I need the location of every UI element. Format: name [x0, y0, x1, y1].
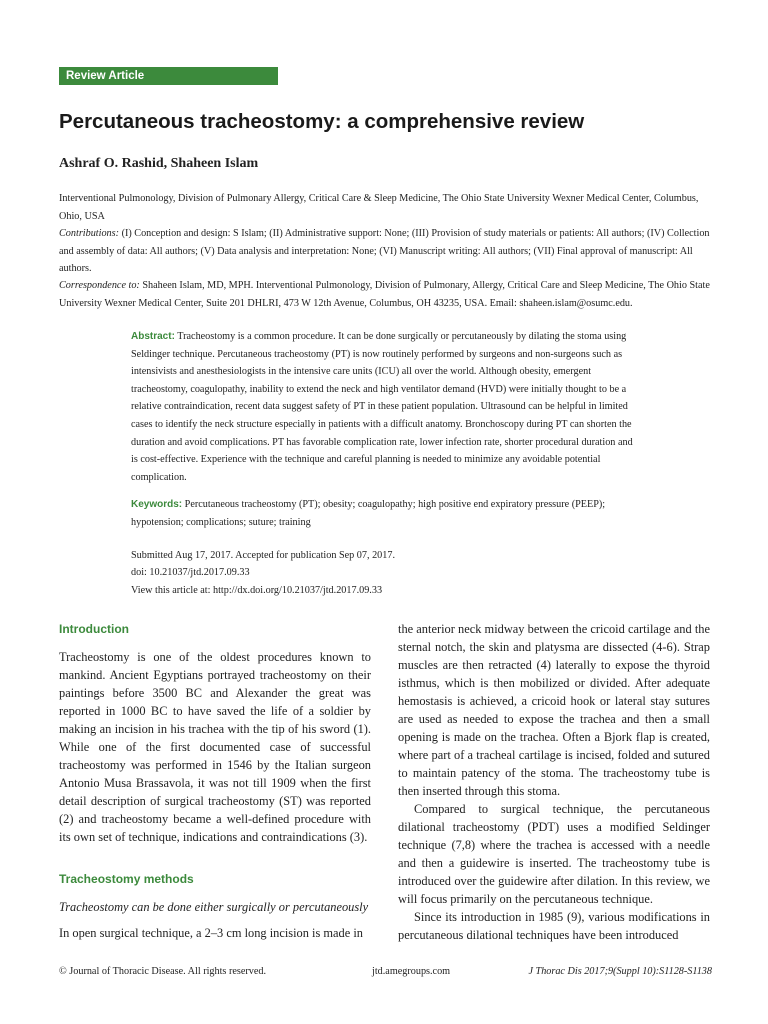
affiliation: Interventional Pulmonology, Division of Pulmonary Allergy, Critical Care & Sleep Medicine, The Ohio State University Wexner Medical Center, Columbus, Ohio, USA	[59, 193, 699, 222]
right-paragraph-3: Since its introduction in 1985 (9), various modifications in percutaneous dilational techniques have been introduced	[398, 910, 710, 942]
footer-website[interactable]: jtd.amegroups.com	[372, 966, 451, 977]
methods-heading: Tracheostomy methods	[59, 872, 194, 886]
methods-subheading: Tracheostomy can be done either surgically or percutaneously	[59, 900, 369, 914]
correspondence-label: Correspondence to:	[59, 280, 140, 291]
article-type-badge: Review Article	[59, 67, 278, 85]
author-list: Ashraf O. Rashid, Shaheen Islam	[59, 156, 259, 171]
methods-paragraph: In open surgical technique, a 2–3 cm long incision is made in	[59, 926, 363, 940]
contributions-text: (I) Conception and design: S Islam; (II) Administrative support: None; (III) Provision of study materials or patients: All authors; (IV) Collection and assembly of data: All authors; (V) Data analysis and interpretation: None; (VI) Manuscript writing: All authors; (VII) Final approval of manuscript: All authors.	[59, 228, 710, 274]
abstract-text: Tracheostomy is a common procedure. It can be done surgically or percutaneously by dilating the stoma using Seldinger technique. Percutaneous tracheostomy (PT) is now routinely performed by surgeons and non-surgeons such as intensivists and anesthesiologists in the intensive care units (ICU) all over the world. Although obesity, emergent tracheostomy, coagulopathy, inability to extend the neck and high ventilator demand (HVD) were initially thought to be a relative contraindication, recent data suggest safety of PT in these patient population. Ultrasound can be helpful in limited cases to identify the neck structure especially in patients with a difficult anatomy. Bronchoscopy during PT can shorten the duration and avoid complications. PT has favorable complication rate, lower infection rate, shorter procedural duration and is cost-effective. Experience with the technique and careful planning is needed to minimize any avoidable potential complication.	[131, 331, 633, 483]
correspondence	[59, 277, 712, 312]
contributions-label: Contributions:	[59, 228, 120, 239]
view-article-link[interactable]: View this article at: http://dx.doi.org/10.21037/jtd.2017.09.33	[131, 584, 383, 596]
article-title: Percutaneous tracheostomy: a comprehensive review	[59, 110, 585, 133]
contributions	[59, 225, 712, 278]
intro-heading: Introduction	[59, 622, 129, 636]
keywords-label: Keywords:	[131, 499, 183, 511]
abstract-label: Abstract:	[131, 331, 175, 342]
correspondence-text: Shaheen Islam, MD, MPH. Interventional Pulmonology, Division of Pulmonary, Allergy, Critical Care and Sleep Medicine, The Ohio State University Wexner Medical Center, Suite 201 DHLRI, 473 W 12th Avenue, Columbus, OH 43235, USA. Email: shaheen.islam@osumc.edu.	[59, 280, 710, 309]
footer-citation: J Thorac Dis 2017;9(Suppl 10):S1128-S1138	[528, 966, 712, 977]
footer-copyright: © Journal of Thoracic Disease. All rights reserved.	[59, 966, 266, 977]
abstract-block	[131, 328, 636, 599]
doi: doi: 10.21037/jtd.2017.09.33	[131, 567, 250, 579]
intro-paragraph: Tracheostomy is one of the oldest procedures known to mankind. Ancient Egyptians portrayed tracheostomy on their paintings before 3500 BC and Alexander the great was reported in 1000 BC to have saved the life of a soldier by making an incision in his trachea with the tip of his sword (1). While one of the first documented case of successful tracheostomy was performed in 1546 by the Italian surgeon Antonio Musa Brassavola, it was not till 1909 when the first detail description of surgical tracheostomy (ST) was reported (2) and tracheostomy became a well-defined procedure with its own set of technique, indications and contraindications (3).	[59, 650, 371, 844]
right-paragraph-1: the anterior neck midway between the cricoid cartilage and the sternal notch, the skin and platysma are dissected (4-6). Strap muscles are then retracted (4) laterally to expose the thyroid isthmus, which is then mobilized or divided. After adequate hemostasis is achieved, a cricoid hook or lateral stay sutures are used as needed to expose the trachea and then a small opening is made on the trachea. Often a Bjork flap is created, where part of a tracheal cartilage is incised, folded and sutured to maintain patency of the stoma. The tracheostomy tube is then inserted through this stoma.	[398, 622, 710, 798]
keywords-text: Percutaneous tracheostomy (PT); obesity; coagulopathy; high positive end expiratory pressure (PEEP); hypotension; complications; suture; training	[131, 499, 606, 528]
left-column	[59, 620, 371, 942]
submitted-date: Submitted Aug 17, 2017. Accepted for publication Sep 07, 2017.	[131, 549, 395, 561]
keywords	[131, 496, 636, 531]
abstract	[131, 328, 636, 486]
right-column	[398, 620, 710, 944]
right-paragraph-2: Compared to surgical technique, the percutaneous dilational tracheostomy (PDT) uses a modified Seldinger technique (7,8) where the trachea is accessed with a needle and then a guidewire is inserted. The tracheostomy tube is introduced over the guidewire after dilation. In this review, we will focus primarily on the percutaneous technique.	[398, 802, 710, 906]
